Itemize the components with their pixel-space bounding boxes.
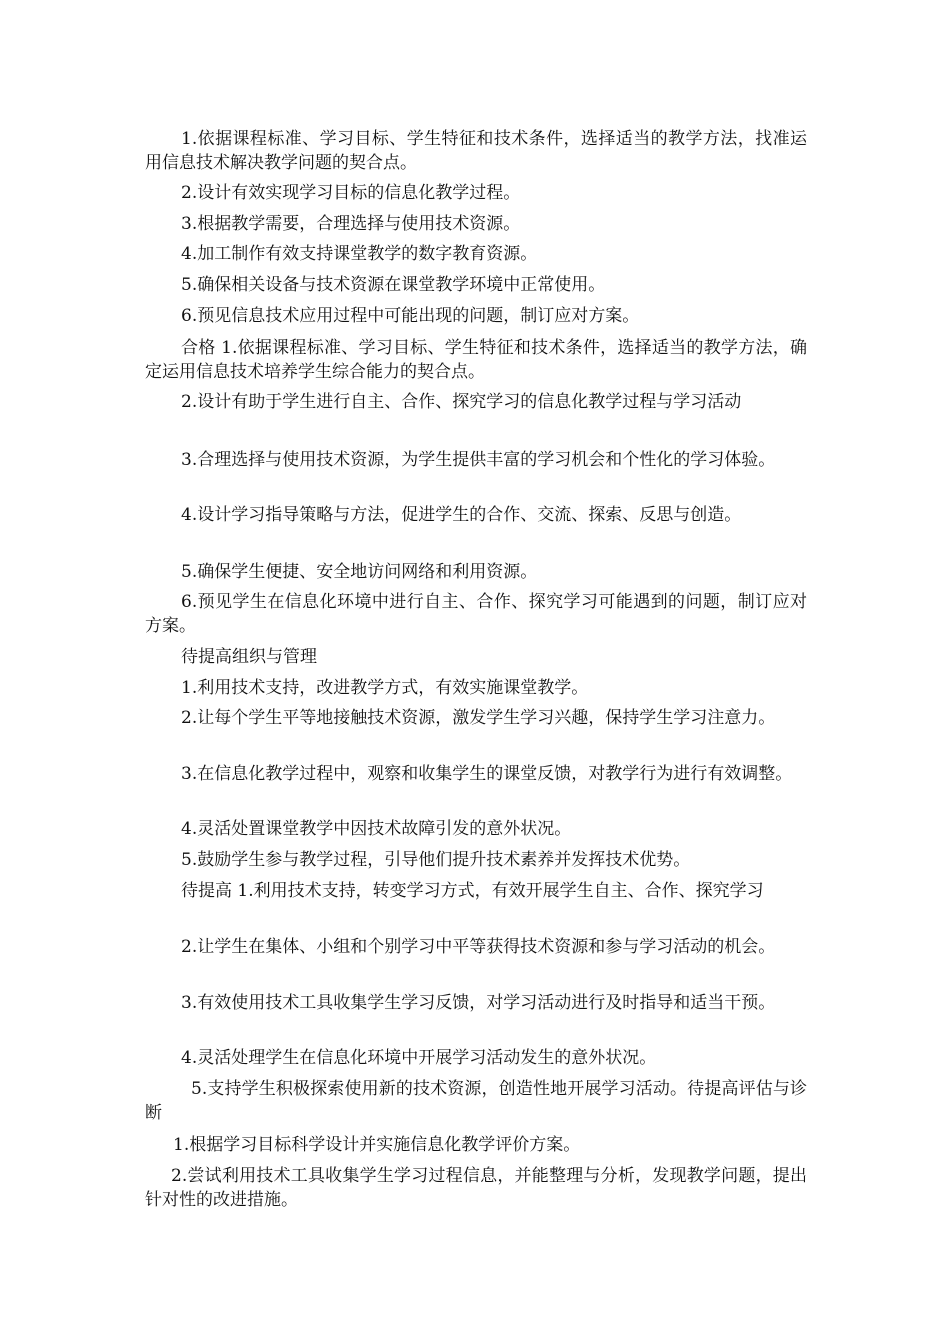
paragraph: 5.确保相关设备与技术资源在课堂教学环境中正常使用。	[181, 275, 606, 295]
paragraph: 3.合理选择与使用技术资源，为学生提供丰富的学习机会和个性化的学习体验。	[181, 450, 776, 470]
paragraph: 3.有效使用技术工具收集学生学习反馈，对学习活动进行及时指导和适当干预。	[181, 993, 776, 1013]
paragraph: 待提高组织与管理	[181, 647, 317, 667]
paragraph: 待提高 1.利用技术支持，转变学习方式，有效开展学生自主、合作、探究学习	[181, 881, 764, 901]
paragraph: 3.根据教学需要，合理选择与使用技术资源。	[181, 214, 521, 234]
paragraph: 2.尝试利用技术工具收集学生学习过程信息，并能整理与分析，发现教学问题，提出针对性的改进措施。	[145, 1166, 807, 1210]
paragraph: 4.灵活处理学生在信息化环境中开展学习活动发生的意外状况。	[181, 1048, 657, 1068]
paragraph: 6.预见学生在信息化环境中进行自主、合作、探究学习可能遇到的问题，制订应对方案。	[145, 592, 807, 636]
paragraph: 2.让学生在集体、小组和个别学习中平等获得技术资源和参与学习活动的机会。	[181, 937, 776, 957]
paragraph: 1.依据课程标准、学习目标、学生特征和技术条件，选择适当的教学方法，找准运用信息技术解决教学问题的契合点。	[145, 129, 807, 173]
paragraph: 2.让每个学生平等地接触技术资源，激发学生学习兴趣，保持学生学习注意力。	[181, 708, 776, 728]
paragraph: 5.支持学生积极探索使用新的技术资源，创造性地开展学习活动。待提高评估与诊断	[145, 1079, 807, 1123]
paragraph: 2.设计有效实现学习目标的信息化教学过程。	[181, 183, 521, 203]
paragraph: 4.设计学习指导策略与方法，促进学生的合作、交流、探索、反思与创造。	[181, 505, 742, 525]
paragraph: 3.在信息化教学过程中，观察和收集学生的课堂反馈，对教学行为进行有效调整。	[181, 764, 793, 784]
paragraph: 6.预见信息技术应用过程中可能出现的问题，制订应对方案。	[181, 306, 640, 326]
paragraph: 1.根据学习目标科学设计并实施信息化教学评价方案。	[173, 1135, 581, 1155]
paragraph: 4.灵活处置课堂教学中因技术故障引发的意外状况。	[181, 819, 572, 839]
paragraph: 1.利用技术支持，改进教学方式，有效实施课堂教学。	[181, 678, 589, 698]
paragraph: 4.加工制作有效支持课堂教学的数字教育资源。	[181, 244, 538, 264]
paragraph: 5.鼓励学生参与教学过程，引导他们提升技术素养并发挥技术优势。	[181, 850, 691, 870]
paragraph: 5.确保学生便捷、安全地访问网络和利用资源。	[181, 562, 538, 582]
paragraph: 合格 1.依据课程标准、学习目标、学生特征和技术条件，选择适当的教学方法，确定运用信息技术培养学生综合能力的契合点。	[145, 338, 807, 382]
paragraph: 2.设计有助于学生进行自主、合作、探究学习的信息化教学过程与学习活动	[181, 392, 742, 412]
